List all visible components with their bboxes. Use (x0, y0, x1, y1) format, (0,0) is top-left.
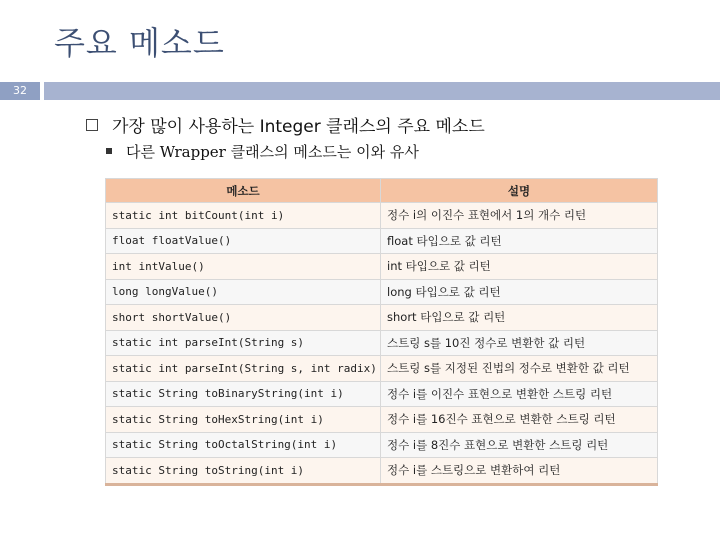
method-cell: short shortValue() (106, 305, 381, 331)
method-cell: static int parseInt(String s, int radix) (106, 356, 381, 382)
table-row (106, 330, 658, 356)
bullet-main (86, 112, 485, 137)
method-cell: long longValue() (106, 279, 381, 305)
method-cell: static String toHexString(int i) (106, 407, 381, 433)
table-row (106, 432, 658, 458)
page-number-bar (0, 82, 720, 100)
description-cell: 정수 i를 스트링으로 변환하여 리턴 (381, 458, 658, 485)
description-cell: 정수 i를 이진수 표현으로 변환한 스트링 리턴 (381, 381, 658, 407)
method-cell: static String toString(int i) (106, 458, 381, 485)
table-row (106, 305, 658, 331)
method-cell: static int parseInt(String s) (106, 330, 381, 356)
methods-table (105, 178, 658, 486)
method-cell: static String toOctalString(int i) (106, 432, 381, 458)
table-header-row (106, 179, 658, 203)
description-cell: 스트링 s를 10진 정수로 변환한 값 리턴 (381, 330, 658, 356)
description-cell: float 타입으로 값 리턴 (381, 228, 658, 254)
checkbox-bullet-icon (86, 119, 98, 131)
table-row (106, 458, 658, 485)
description-cell: 정수 i를 16진수 표현으로 변환한 스트링 리턴 (381, 407, 658, 433)
table-row (106, 228, 658, 254)
method-cell: static int bitCount(int i) (106, 203, 381, 229)
bullet-main-text: 가장 많이 사용하는 Integer 클래스의 주요 메소드 (112, 117, 485, 137)
description-cell: int 타입으로 값 리턴 (381, 254, 658, 280)
table-row (106, 407, 658, 433)
bullet-sub (106, 141, 419, 162)
table-row (106, 381, 658, 407)
table-row (106, 279, 658, 305)
table-row (106, 254, 658, 280)
slide-title: 주요 메소드 (54, 24, 225, 62)
description-cell: 스트링 s를 지정된 진법의 정수로 변환한 값 리턴 (381, 356, 658, 382)
method-cell: static String toBinaryString(int i) (106, 381, 381, 407)
description-cell: short 타입으로 값 리턴 (381, 305, 658, 331)
table-row (106, 203, 658, 229)
page-number: 32 (0, 82, 40, 100)
header-bar (44, 82, 720, 100)
description-cell: 정수 i의 이진수 표현에서 1의 개수 리턴 (381, 203, 658, 229)
method-cell: int intValue() (106, 254, 381, 280)
description-cell: long 타입으로 값 리턴 (381, 279, 658, 305)
bullet-sub-text: 다른 Wrapper 클래스의 메소드는 이와 유사 (126, 143, 419, 161)
method-cell: float floatValue() (106, 228, 381, 254)
header-description: 설명 (381, 179, 658, 203)
table-row (106, 356, 658, 382)
square-bullet-icon (106, 148, 112, 154)
description-cell: 정수 i를 8진수 표현으로 변환한 스트링 리턴 (381, 432, 658, 458)
header-method: 메소드 (106, 179, 381, 203)
